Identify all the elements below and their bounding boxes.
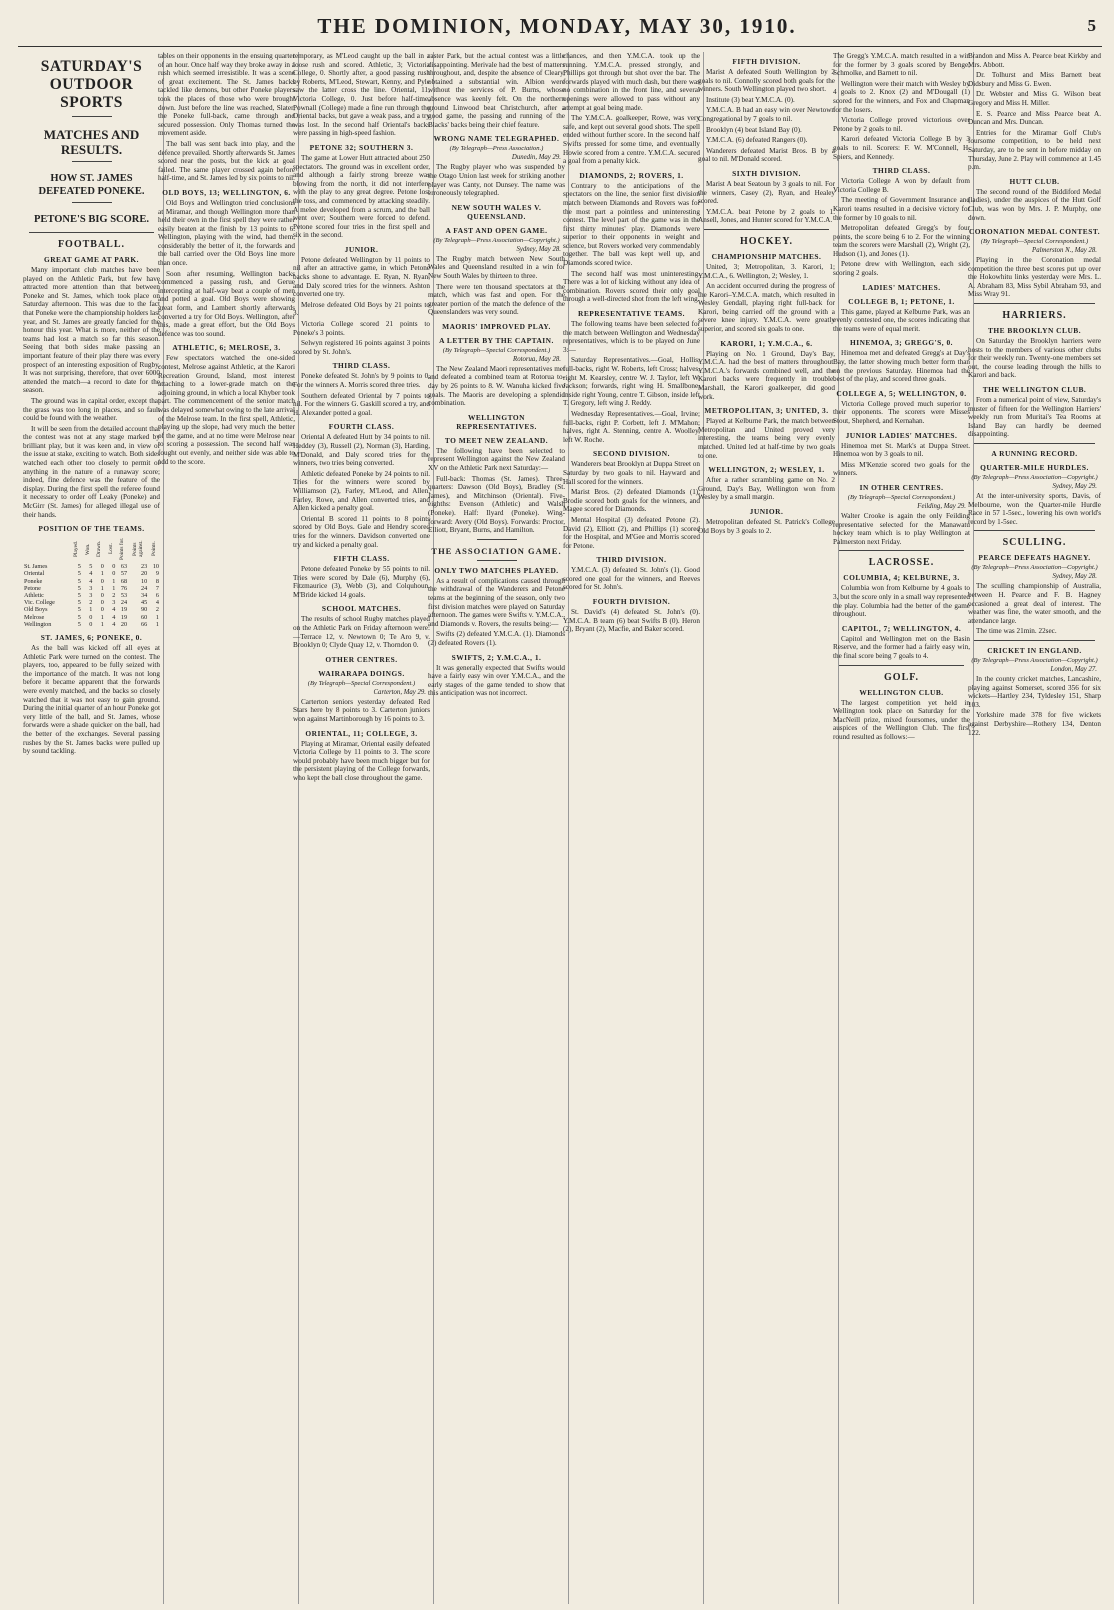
paragraph: Playing in the Coronation medal competition the three best scores put up over the Hokowhitu links yesterday were Mrs. L. A. Abraham 83, Miss Sybil Abraham 93, and Miss Wray 91. bbox=[968, 256, 1101, 299]
paragraph: Contrary to the anticipations of the spectators on the line, the senior first division match between Diamonds and Rovers was for the most part a pointless and uninteresting contest. The level part of the game was in the first thirty minutes' play. Diamonds were superior to their opponents in weight and science, but Rovers worked very commendably together. The ball was kept well up, and Diamonds scored twice. bbox=[563, 181, 700, 268]
team-name-cell: St. James bbox=[24, 563, 48, 571]
paragraph: The largest competition yet held in Wellington took place on Saturday for the MacNeill prize, mixed foursomes, under the auspices of the Wellington Club. The first round resulted as follows:— bbox=[833, 698, 970, 741]
paragraph: Petone defeated Poneke by 55 points to nil. Tries were scored by Dale (6), Murphy (6), Fitzmaurice (3), Webb (3), and Colquhoun. M'Bride kicked 14 goals. bbox=[293, 565, 430, 599]
paragraph: Played at Kelburne Park, the match between Metropolitan and United proved very interesting, the teams being very evenly matched. United led at half-time by two goals to one. bbox=[698, 417, 835, 460]
paragraph: Wellington were their match with Wesley by 4 goals to 2. Knox (2) and M'Dougall (1) scored for the winners, and Fox and Chapman for the losers. bbox=[833, 79, 970, 114]
table-cell: 1 bbox=[155, 613, 159, 621]
divider bbox=[704, 229, 829, 230]
banner-headline: SATURDAY'S OUTDOOR SPORTS bbox=[40, 58, 143, 111]
table-cell: 10 bbox=[141, 577, 148, 585]
team-name-cell: Vic. College bbox=[24, 599, 55, 607]
paragraph: temporary, as M'Leod caught up the ball in a loose rush and scored. Athletic, 3; Victoria College, 0. Shortly after, a good passing rush by Roberts, M'Leod, Stewart, Kenny, and Pyle saw the latter cross the line. Oriental, 11; Victoria College, 0. Just before half-time, Pownall (College) made a fine run through the Oriental backs, but gave a weak pass, and a try was lost. In the second half Oriental's backs were passing in high-speed fashion. bbox=[293, 52, 430, 138]
table-cell: 0 bbox=[112, 563, 116, 571]
paragraph: The ball was sent back into play, and the defence prevailed. Shortly afterwards St. James scored near the posts, but the kick at goal failed. The same player crossed again before half-time, and St. James led by six points to nil. bbox=[158, 139, 295, 183]
dateline: London, May 27. bbox=[1050, 665, 1097, 673]
column-2 bbox=[155, 52, 299, 1604]
table-cell: 19 bbox=[120, 606, 128, 614]
table-cell: 5 bbox=[77, 599, 81, 607]
table-row bbox=[23, 563, 160, 570]
masthead-title: THE DOMINION, MONDAY, MAY 30, 1910. bbox=[317, 14, 797, 38]
article-subheading: SCHOOL MATCHES. bbox=[321, 604, 402, 614]
table-cell: 53 bbox=[120, 592, 128, 600]
paragraph: The ground was in capital order, except that the grass was too long in places, and so fault could be found with the weather. bbox=[23, 396, 160, 423]
paragraph: Dr. Webster and Miss G. Wilson beat Gregory and Miss H. Miller. bbox=[968, 90, 1101, 107]
wire-credit: (By Telegraph—Press Association—Copyright.) bbox=[433, 236, 560, 244]
article-subheading: IN OTHER CENTRES. bbox=[859, 482, 944, 492]
paragraph: Hinemoa met St. Mark's at Duppa Street. Hinemoa won by 3 goals to nil. bbox=[833, 441, 970, 459]
divider bbox=[974, 303, 1095, 304]
article-subheading: THIRD CLASS. bbox=[872, 166, 931, 176]
paragraph: The Gregg's Y.M.C.A. match resulted in a win for the former by 3 goals scored by Benge, Schmolke, and Barnett to nil. bbox=[833, 52, 970, 78]
paragraph: Metropolitan defeated Gregg's by four points, the score being 6 to 2. For the winning team the scorers were Marshall (2), Wright (2), Hudson (1), and Jones (1). bbox=[833, 224, 970, 258]
table-cell: 68 bbox=[120, 577, 128, 585]
table-cell: 66 bbox=[141, 620, 148, 628]
paragraph: Soon after resuming, Wellington backs commenced a passing rush, and Gerue intercepting at half-way beat a couple of men and potted a goal. Old Boys were showing great form, and Lambert shortly afterwards converted a try for Old Boys. Wellington, after this, made a great effort, but the Old Boys defence was too sound. bbox=[158, 269, 295, 338]
article-subheading: REPRESENTATIVE TEAMS. bbox=[577, 309, 685, 319]
paragraph: Y.M.C.A. B had an easy win over Newtown Congregational by 7 goals to nil. bbox=[698, 106, 835, 123]
paragraph: E. S. Pearce and Miss Pearce beat A. Duncan and Mrs. Duncan. bbox=[968, 109, 1101, 127]
paragraph: Carterton seniors yesterday defeated Red Stars here by 8 points to 3. Carterton juniors won against Martinborough by 16 points to 3. bbox=[293, 697, 430, 724]
article-subheading: HINEMOA, 3; GREGG'S, 0. bbox=[849, 338, 954, 348]
table-row bbox=[23, 585, 160, 592]
paragraph: Yorkshire made 378 for five wickets against Derbyshire—Rothery 134, Denton 122. bbox=[968, 711, 1101, 737]
section-heading: HARRIERS. bbox=[1002, 310, 1067, 322]
article-subheading: ATHLETIC, 6; MELROSE, 3. bbox=[172, 343, 281, 353]
table-cell: 7 bbox=[155, 584, 159, 592]
paragraph: tables on their opponents in the ensuing quarter of an hour. Once half way they broke away in a rush which seemed irresistible. It was a scene of great excitement. The St. James backs tackled like demons, but other Poneke players took the places of those who were brought down. Just before the line was reached, Slater, the Poneke full-back, came through and secured possession. Only Thomas turned the movement aside. bbox=[158, 52, 295, 138]
table-cell: 3 bbox=[112, 599, 116, 607]
dateline: Palmerston N., May 28. bbox=[1032, 247, 1097, 255]
article-subheading: KARORI, 1; Y.M.C.A., 6. bbox=[720, 338, 813, 348]
dateline: Rotorua, May 28. bbox=[513, 355, 561, 363]
team-name-cell: Poneke bbox=[24, 577, 43, 585]
article-subheading: WELLINGTON REPRESENTATIVES. bbox=[456, 412, 537, 431]
paragraph: The following have been selected to represent Wellington against the New Zealand XV on the Athletic Park next Saturday:— bbox=[428, 446, 565, 473]
paragraph: Dr. Tolhurst and Miss Barnett beat Didsbury and Miss G. Ewen. bbox=[968, 71, 1101, 88]
table-cell: 5 bbox=[89, 563, 93, 571]
team-name-cell: Melrose bbox=[24, 613, 45, 621]
table-body bbox=[23, 563, 160, 628]
team-name-cell: Oriental bbox=[24, 570, 45, 578]
paragraph: The sculling championship of Australia, between H. Pearce and F. B. Hagney occasioned a great deal of interest. The weather was fine, the water smooth, and the attendance large. bbox=[968, 582, 1101, 625]
table-cell: 20 bbox=[141, 570, 148, 578]
table-row bbox=[23, 599, 160, 606]
article-subheading: DIAMONDS, 2; ROVERS, 1. bbox=[579, 170, 684, 180]
article-subheading: COLUMBIA, 4; KELBURNE, 3. bbox=[843, 573, 960, 583]
paragraph: Miss M'Kenzie scored two goals for the winners. bbox=[833, 460, 970, 478]
paragraph: Saturday Representatives.—Goal, Hollis; full-backs, right W. Roberts, left Cross; halves, right M. Kearsley, centre W. J. Taylor, left W. Jackson; forwards, right wing H. Smallbone, inside right Young, centre T. Gibson, inside left T. Gregory, left wing J. Reddy. bbox=[563, 356, 700, 408]
article-subheading: SIXTH DIVISION. bbox=[732, 168, 801, 178]
paragraph: The second half was most uninteresting. There was a lot of kicking without any idea of combination. Rovers scored their only goal through a well-directed shot from the left wing. bbox=[563, 269, 700, 304]
paragraph: It will be seen from the detailed account that the contest was not at any stage marked by brilliant play, but it was keen and, in view of the issue at stake, exciting to watch. Both sides watched each other too closely to permit of anything in the nature of a runaway score; indeed, fine defence was the feature of the display. During the first spell the referee found it necessary to order off Leaky (Poneke) and McGirr (St. James) for alleged illegal use of their hands. bbox=[23, 424, 160, 519]
table-cell: 2 bbox=[89, 599, 93, 607]
paragraph: United, 3; Metropolitan, 3. Karori, 1; Y.M.C.A., 6. Wellington, 2; Wesley, 1. bbox=[698, 262, 835, 280]
table-cell: 1 bbox=[100, 620, 104, 628]
table-cell: 4 bbox=[89, 570, 93, 578]
article-subheading: FIFTH DIVISION. bbox=[732, 57, 801, 66]
columns bbox=[20, 52, 1104, 1604]
table-cell: 0 bbox=[100, 592, 104, 600]
paragraph: Old Boys and Wellington tried conclusions at Miramar, and though Wellington more than held their own in the first spell they were rather easily beaten at the finish by 13 points to 6. Wellington, playing with the wind, had them, considerably the better of it, the forwards and the ball carried over the Old Boys line more than once. bbox=[158, 198, 295, 268]
table-cell: 5 bbox=[77, 592, 81, 600]
column-4 bbox=[425, 52, 569, 1604]
table-row bbox=[23, 606, 160, 613]
paragraph: Southern defeated Oriental by 7 points to nil. For the winners G. Gaskill scored a try, and H. Alexander potted a goal. bbox=[293, 391, 430, 417]
paragraph: As a result of complications caused through the withdrawal of the Wanderers and Petone teams at the beginning of the season, only two first division matches were played on Saturday afternoon. The games were Swifts v. Y.M.C.A., and Diamonds v. Rovers, the results being:— bbox=[428, 576, 565, 628]
article-subheading: WRONG NAME TELEGRAPHED. bbox=[433, 134, 560, 144]
table-cell: 1 bbox=[155, 620, 159, 628]
table-cell: 1 bbox=[100, 570, 104, 578]
paragraph: The New Zealand Maori representatives met and defeated a combined team at Rotorua to-day by 26 points to 8. W. Wanuha kicked five goals. The Maoris are developing a splendid combination. bbox=[428, 364, 565, 408]
paragraph: Mental Hospital (3) defeated Petone (2). David (2), Elliott (2), and Phillips (1) scored for the Hospital, and M'Gee and Morris scored for Petone. bbox=[563, 515, 700, 550]
section-heading: SCULLING. bbox=[1002, 537, 1067, 549]
table-cell: 0 bbox=[100, 577, 104, 585]
article-subheading: FIFTH CLASS. bbox=[333, 554, 390, 564]
table-cell: 2 bbox=[112, 592, 116, 600]
paragraph: Y.M.C.A. (3) defeated St. John's (1). Good scored one goal for the winners, and Reeves scored for St. John's. bbox=[563, 566, 700, 592]
column-header: Points. bbox=[151, 541, 158, 557]
table-cell: 4 bbox=[112, 613, 116, 621]
paragraph: An accident occurred during the progress of the Karori–Y.M.C.A. match, which resulted in Wesley Gendall, playing right full-back for Karori, being carried off the ground with a severe knee injury. Y.M.C.A. were greatly superior, and scored six goals to one. bbox=[698, 282, 835, 334]
paragraph: Karori defeated Victoria College B by 3 goals to nil. Scorers: F. W. M'Connell, H. Spiers, and Kennedy. bbox=[833, 135, 970, 161]
paragraph: Wanderers defeated Marist Bros. B by a goal to nil. M'Donald scored. bbox=[698, 146, 835, 164]
divider bbox=[974, 530, 1095, 531]
paragraph: From a numerical point of view, Saturday's muster of fifteen for the Wellington Harriers' weekly run from Muritai's Tea Rooms at Island Bay can hardly be deemed disappointing. bbox=[968, 396, 1101, 439]
paragraph: Walter Crooke is again the only Feilding representative selected for the Manawatu hockey team which is to play Wellington at Palmerston next Friday. bbox=[833, 511, 970, 546]
divider bbox=[477, 560, 517, 561]
dateline: Sydney, May 28. bbox=[1052, 573, 1097, 581]
table-cell: 5 bbox=[77, 606, 81, 614]
wire-credit: (By Telegraph—Special Correspondent.) bbox=[847, 493, 956, 501]
wire-credit: (By Telegraph—Press Association.) bbox=[449, 145, 544, 153]
subheadline: HOW ST. JAMES DEFEATED PONEKE. bbox=[38, 173, 145, 197]
section-heading: GOLF. bbox=[884, 671, 919, 683]
table-title: POSITION OF THE TEAMS. bbox=[38, 524, 145, 534]
article-subheading: PEARCE DEFEATS HAGNEY. bbox=[978, 553, 1091, 563]
paragraph: The time was 21min. 22sec. bbox=[976, 627, 1057, 636]
column-8 bbox=[965, 52, 1104, 1604]
paragraph: At the inter-university sports, Davis, of Melbourne, won the Quarter-mile Hurdle Race in 57 1-5sec., lowering his own world's record by 1-5sec. bbox=[968, 492, 1101, 526]
paragraph: On Saturday the Brooklyn harriers were hosts to the members of various other clubs for their weekly run. Twenty-one members set out, the course leading through the hills to Karori and back. bbox=[968, 337, 1101, 380]
table-cell: 0 bbox=[89, 613, 93, 621]
paragraph: Marist Bros. (2) defeated Diamonds (1). Brodie scored both goals for the winners, and Magee scored for Diamonds. bbox=[563, 488, 700, 514]
table-cell: 0 bbox=[89, 620, 93, 628]
paragraph: Wednesday Representatives.—Goal, Irvine; full-backs, right P. Corbett, left J. M'Mahon; halves, right A. Stenning, centre A. Woolley, left W. Roche. bbox=[563, 409, 700, 444]
article-subheading: SWIFTS, 2; Y.M.C.A., 1. bbox=[451, 652, 542, 662]
table-cell: 3 bbox=[89, 592, 93, 600]
wire-credit: (By Telegraph—Press Association—Copyright.) bbox=[971, 474, 1098, 481]
divider bbox=[72, 161, 112, 162]
article-subheading: A LETTER BY THE CAPTAIN. bbox=[439, 335, 554, 345]
column-5 bbox=[560, 52, 704, 1604]
paragraph: Poneke defeated St. John's by 9 points to 0. For the winners A. Morris scored three tries. bbox=[293, 372, 430, 389]
paragraph: There were ten thousand spectators at the match, which was fast and open. For the greater portion of the match the defence of the Queenslanders was very sound. bbox=[428, 282, 565, 317]
paragraph: The game at Lower Hutt attracted about 250 spectators. The ground was in excellent order, and although a fairly strong breeze was blowing from the north, it did not interfere with the play to any great degree. Petone lost the toss, and commenced by attacking steadily. A melee developed from a scrum, and the ball went over; Southern were forced to defend. Petone scored four tries in the first spell and six in the second. bbox=[293, 153, 430, 240]
table-cell: 4 bbox=[112, 606, 116, 614]
team-name-cell: Old Boys bbox=[24, 606, 48, 614]
article-subheading: THIRD DIVISION. bbox=[596, 555, 667, 565]
paragraph: The second round of the Biddiford Medal (ladies), under the auspices of the Hutt Golf Club, was won by Mrs. J. P. Murphy, one down. bbox=[968, 187, 1101, 222]
paragraph: Y.M.C.A. beat Petone by 2 goals to 1. Ansell, Jones, and Hunter scored for Y.M.C.A. bbox=[698, 207, 835, 225]
column-header: Points against. bbox=[132, 540, 145, 558]
paragraph: Oriental A defeated Hutt by 34 points to nil. Heddey (3), Russell (2), Norman (3), Harding, M'Donald, and Daly scored tries for the winners, two tries being converted. bbox=[293, 433, 430, 468]
column-header: Won. bbox=[84, 543, 91, 555]
divider bbox=[72, 116, 112, 117]
table-cell: 6 bbox=[155, 592, 159, 600]
table-cell: 0 bbox=[100, 563, 104, 571]
table-cell: 24 bbox=[120, 599, 128, 607]
table-cell: 19 bbox=[120, 613, 128, 621]
table-cell: 23 bbox=[141, 563, 148, 571]
paragraph: Swifts (2) defeated Y.M.C.A. (1). Diamonds (2) defeated Rovers (1). bbox=[428, 630, 565, 647]
masthead-rule bbox=[18, 46, 1102, 47]
table-header-row bbox=[23, 535, 160, 563]
paragraph: Victoria College A won by default from Victoria College B. bbox=[833, 177, 970, 194]
divider bbox=[72, 202, 112, 203]
paragraph: Hinemoa met and defeated Gregg's at Day's Bay, the latter showing much better form than on the previous Saturday. Hinemoa had the best of the play, and scored three goals. bbox=[833, 349, 970, 384]
standings-table bbox=[23, 535, 160, 628]
masthead bbox=[0, 0, 1114, 56]
paragraph: The Y.M.C.A. goalkeeper, Rowe, was very safe, and kept out several good shots. The spell ended without further score. In the second half Swifts pressed for some time, and eventually Howie scored from a centre. Y.M.C.A. secured a goal from a penalty kick. bbox=[563, 114, 700, 166]
paragraph: The Rugby match between New South Wales and Queensland resulted in a win for New South Wales by thirteen to three. bbox=[428, 254, 565, 280]
column-header: Lost. bbox=[107, 543, 114, 555]
paragraph: Brooklyn (4) beat Island Bay (0). bbox=[706, 125, 802, 134]
table-cell: 9 bbox=[155, 570, 159, 578]
paragraph: The Rugby player who was suspended by the Otago Union last week for striking another player was Canty, not Dunsey. The name was erroneously telegraphed. bbox=[428, 163, 565, 198]
team-name-cell: Wellington bbox=[24, 620, 52, 628]
column-header: Drawn. bbox=[96, 541, 103, 558]
table-cell: 0 bbox=[100, 599, 104, 607]
paragraph: Melrose defeated Old Boys by 21 points to 3. bbox=[293, 300, 430, 318]
paragraph: Few spectators watched the one-sided contest, Melrose against Athletic, at the Karori Recreation Ground, Island, most interest attaching to a lower-grade match on the adjoining ground, in which a local Khyber took part. The commencement of the senior match was delayed somewhat owing to the late arrival of the Melrose team. In the first spell, Athletic, playing up the slope, had very much the better of the game, and at no time were Melrose near to scoring a possession. The second half was fought out evenly, and neither side was able to add to the score. bbox=[158, 354, 295, 466]
dateline: Dunedin, May 29. bbox=[511, 154, 561, 162]
team-name-cell: Petone bbox=[24, 584, 41, 592]
column-header: Played. bbox=[73, 541, 80, 558]
article-subheading: A FAST AND OPEN GAME. bbox=[445, 225, 548, 235]
article-subheading: COLLEGE A, 5; WELLINGTON, 0. bbox=[836, 388, 967, 398]
article-subheading: SECOND DIVISION. bbox=[593, 449, 670, 459]
section-heading: THE ASSOCIATION GAME. bbox=[431, 545, 562, 556]
table-cell: 5 bbox=[77, 577, 81, 585]
table-cell: 5 bbox=[77, 584, 81, 592]
paragraph: Brandon and Miss A. Pearce beat Kirkby and Mrs. Abbott. bbox=[968, 52, 1101, 69]
paragraph: Entries for the Miramar Golf Club's foursome competition, to be held next Saturday, are to be sent in before midday on Thursday, June 2. Play will commence at 1.45 p.m. bbox=[968, 128, 1101, 172]
table-cell: 63 bbox=[120, 563, 128, 571]
section-heading: FOOTBALL. bbox=[57, 239, 126, 250]
subheadline: MATCHES AND RESULTS. bbox=[43, 127, 140, 157]
article-subheading: WELLINGTON, 2; WESLEY, 1. bbox=[708, 465, 825, 475]
paragraph: chances, and then Y.M.C.A. took up the running. Y.M.C.A. pressed strongly, and Phillips got through but shot over the bar. The forwards played with much dash, but there was no combination in the front line, and several openings were allowed to pass without any attempt at goal being made. bbox=[563, 52, 700, 112]
article-subheading: CORONATION MEDAL CONTEST. bbox=[968, 227, 1101, 237]
article-subheading: CAPITOL, 7; WELLINGTON, 4. bbox=[841, 623, 962, 633]
table-cell: 1 bbox=[89, 606, 93, 614]
paragraph: Institute (3) beat Y.M.C.A. (0). bbox=[706, 95, 795, 104]
table-cell: 5 bbox=[77, 620, 81, 628]
paragraph: In the county cricket matches, Lancashire, playing against Somerset, scored 356 for six wickets—Hartley 234, Tyldesley 151, Sharp 103. bbox=[968, 674, 1101, 709]
paragraph: Oriental B scored 11 points to 8 points scored by Old Boys. Gale and Hendry scored tries for the winners. Davidson converted one try and kicked a penalty goal. bbox=[293, 514, 430, 549]
article-subheading: THIRD CLASS. bbox=[332, 361, 391, 371]
table-cell: 34 bbox=[141, 592, 148, 600]
wire-credit: (By Telegraph—Press Association—Copyright.) bbox=[971, 656, 1098, 664]
article-subheading: OLD BOYS, 13; WELLINGTON, 6. bbox=[162, 187, 291, 197]
wire-credit: (By Telegraph—Special Correspondent.) bbox=[307, 679, 416, 687]
paragraph: Victoria College proved victorious over Petone by 2 goals to nil. bbox=[833, 116, 970, 133]
table-row bbox=[23, 570, 160, 577]
team-name-cell: Athletic bbox=[24, 592, 44, 600]
table-cell: 10 bbox=[152, 563, 159, 571]
paragraph: raster Park, but the actual contest was a little disappointing. Merivale had the best of matters throughout, and, despite the absence of Cleary, obtained a substantial win. Albion were without the services of P. Burns, whose absence was keenly felt. On the northern ground Linwood beat Christchurch, after a good game, the passing and running of the Blacks' backs being their chief feature. bbox=[428, 52, 565, 129]
paragraph: After a rather scrambling game on No. 2 Ground, Day's Bay, Wellington won from Wesley by a small margin. bbox=[698, 476, 835, 502]
paragraph: Full-back: Thomas (St. James). Three-quarters: Dawson (Old Boys), Bradley (St. James), and Mitchinson (Oriental). Five-eighths: Evenson (Athletic) and Walsh (Poneke). Half: Ilyard (Poneke). Wing-forward: Avery (Old Boys). Forwards: Proctor, Elliott, Bryant, Burns, and Hamilton. bbox=[428, 474, 565, 535]
paragraph: Victoria College scored 21 points to Poneke's 3 points. bbox=[293, 320, 430, 337]
article-subheading: HUTT CLUB. bbox=[1009, 176, 1060, 186]
article-subheading: CRICKET IN ENGLAND. bbox=[987, 645, 1082, 655]
table-cell: 5 bbox=[77, 570, 81, 578]
table-cell: 57 bbox=[120, 570, 128, 578]
column-6 bbox=[695, 52, 839, 1604]
divider bbox=[974, 443, 1095, 444]
dateline: Feilding, May 29. bbox=[917, 502, 966, 510]
table-cell: 4 bbox=[89, 577, 93, 585]
paragraph: The following teams have been selected for the match between Wellington and Wednesday representatives, which is to be played on June 3:— bbox=[563, 320, 700, 354]
paragraph: St. David's (4) defeated St. John's (0). Y.M.C.A. B team (6) beat Swifts B (0). Heron (2), Bryant (2), Macfie, and Baker scored. bbox=[563, 608, 700, 634]
article-subheading: WAIRARAPA DOINGS. bbox=[318, 668, 405, 678]
table-cell: 4 bbox=[155, 599, 159, 607]
table-row bbox=[23, 621, 160, 628]
article-subheading: QUARTER-MILE HURDLES. bbox=[980, 463, 1089, 472]
article-subheading: FOURTH DIVISION. bbox=[592, 597, 671, 607]
article-subheading: THE BROOKLYN CLUB. bbox=[987, 326, 1082, 336]
paragraph: Marist A beat Seatoun by 3 goals to nil. For the winners, Casey (2), Ryan, and Healey scored. bbox=[698, 179, 835, 206]
table-row bbox=[23, 592, 160, 599]
paragraph: Wanderers beat Brooklyn at Duppa Street on Saturday by two goals to nil. Hayward and Hall scored for the winners. bbox=[563, 460, 700, 486]
paragraph: Metropolitan defeated St. Patrick's College Old Boys by 3 goals to 2. bbox=[698, 517, 835, 535]
article-subheading: JUNIOR. bbox=[749, 506, 784, 516]
article-subheading: GREAT GAME AT PARK. bbox=[43, 255, 140, 264]
article-subheading: METROPOLITAN, 3; UNITED, 3. bbox=[704, 406, 829, 416]
column-3 bbox=[290, 52, 434, 1604]
table-cell: 1 bbox=[112, 577, 116, 585]
table-cell: 0 bbox=[112, 570, 116, 578]
table-cell: 1 bbox=[100, 584, 104, 592]
paragraph: Capitol and Wellington met on the Basin Reserve, and the former had a fairly easy win, the final score being 7 goals to 4. bbox=[833, 634, 970, 660]
table-cell: 1 bbox=[112, 584, 116, 592]
article-subheading: JUNIOR LADIES' MATCHES. bbox=[845, 430, 958, 440]
subheadline: PETONE'S BIG SCORE. bbox=[33, 214, 150, 225]
paragraph: As the ball was kicked off all eyes at Athletic Park were turned on the contest. The players, too, appeared to be fully seized with the importance of the match. It was not long before it became apparent that the forwards were evenly matched, and the backs so closely watched that it was not easy to gain ground. During the initial quarter of an hour Poneke got very little of the ball, and St. James, whose forwards were a shade quicker on the ball, had the better of the exchanges. Several passing rushes by the St. James backs were pulled up by sound tackling. bbox=[23, 644, 160, 756]
divider bbox=[29, 232, 154, 233]
paragraph: Victoria College proved much superior to their opponents. The scorers were Misses Stout, Shepherd, and Kernahan. bbox=[833, 399, 970, 425]
divider bbox=[839, 665, 964, 666]
table-cell: 1 bbox=[100, 613, 104, 621]
table-cell: 45 bbox=[141, 599, 148, 607]
article-subheading: THE WELLINGTON CLUB. bbox=[982, 385, 1087, 395]
article-subheading: CHAMPIONSHIP MATCHES. bbox=[711, 251, 822, 261]
paragraph: This game, played at Kelburne Park, was an evenly contested one, the scores indicating that the teams were of equal merit. bbox=[833, 307, 970, 333]
divider bbox=[839, 550, 964, 551]
article-subheading: NEW SOUTH WALES V. QUEENSLAND. bbox=[451, 202, 542, 221]
table-cell: 3 bbox=[89, 584, 93, 592]
table-cell: 20 bbox=[120, 620, 128, 628]
table-cell: 8 bbox=[155, 577, 159, 585]
table-row bbox=[23, 614, 160, 621]
table-cell: 76 bbox=[120, 584, 128, 592]
column-7 bbox=[830, 52, 974, 1604]
paragraph: The meeting of Government Insurance and Karori teams resulted in a decisive victory for the former by 10 goals to nil. bbox=[833, 196, 970, 222]
article-subheading: FOURTH CLASS. bbox=[328, 422, 395, 432]
paragraph: Playing on No. 1 Ground, Day's Bay, Y.M.C.A. had the best of matters throughout. Y.M.C.A.'s forwards combined well, and the Karori backs were frequently in trouble. Marshall, the Karori goalkeeper, did good work. bbox=[698, 349, 835, 401]
article-subheading: PETONE 32; SOUTHERN 3. bbox=[309, 142, 414, 152]
table-cell: 5 bbox=[77, 613, 81, 621]
paragraph: Many important club matches have been played on the Athletic Park, but few have attracted more attention than that between Poneke and St. James, which took place on Saturday afternoon. This was due to the fact that Poneke were the championship holders last year, and St. James are greatly fancied for the honour this year. What is more, neither of the teams had lost a match so far this season. Seeing that both sides make passing an important feature of their play there was every prospect of an interesting exposition of Rugby. It was not surprising, therefore, that over 6000 attended the match—a record to date for the season. bbox=[23, 266, 160, 395]
divider bbox=[477, 539, 517, 540]
table-cell: 24 bbox=[141, 584, 148, 592]
table-cell: 0 bbox=[100, 606, 104, 614]
wire-credit: (By Telegraph—Special Correspondent.) bbox=[980, 238, 1089, 246]
divider bbox=[974, 640, 1095, 641]
wire-credit: (By Telegraph—Special Correspondent.) bbox=[442, 346, 551, 354]
paragraph: Selwyn registered 16 points against 3 points scored by St. John's. bbox=[293, 339, 430, 356]
paragraph: Y.M.C.A. (6) defeated Rangers (0). bbox=[706, 136, 808, 145]
article-subheading: ONLY TWO MATCHES PLAYED. bbox=[434, 565, 559, 575]
paragraph: Columbia won from Kelburne by 4 goals to 3, but the score only in a small way represented the play. Columbia had the better of the game throughout. bbox=[833, 584, 970, 619]
table-cell: 90 bbox=[141, 606, 148, 614]
column-1 bbox=[20, 52, 164, 1604]
article-subheading: OTHER CENTRES. bbox=[325, 654, 398, 664]
table-cell: 4 bbox=[112, 620, 116, 628]
article-subheading: TO MEET NEW ZEALAND. bbox=[444, 435, 549, 445]
article-subheading: LADIES' MATCHES. bbox=[862, 282, 941, 292]
dateline: Carterton, May 29. bbox=[373, 688, 426, 696]
table-cell: 5 bbox=[77, 563, 81, 571]
paragraph: Athletic defeated Poneke by 24 points to nil. Tries for the winners were scored by Williamson (2), Farley, M'Leod, and Allen. Farley, Rowe, and Allen converted tries, and Allen kicked a penalty goal. bbox=[293, 469, 430, 513]
paragraph: Petone drew with Wellington, each side scoring 2 goals. bbox=[833, 260, 970, 278]
wire-credit: (By Telegraph—Press Association—Copyright.) bbox=[971, 564, 1098, 572]
article-subheading: WELLINGTON CLUB. bbox=[859, 687, 944, 697]
column-header: Points for. bbox=[119, 538, 126, 561]
article-subheading: ORIENTAL, 11; COLLEGE, 3. bbox=[305, 728, 418, 738]
article-subheading: A RUNNING RECORD. bbox=[991, 449, 1078, 458]
paragraph: It was generally expected that Swifts would have a fairly easy win over Y.M.C.A., and the early stages of the game tended to show that this anticipation was not incorrect. bbox=[428, 663, 565, 698]
table-cell: 2 bbox=[155, 606, 159, 614]
paragraph: Marist A defeated South Wellington by 2 goals to nil. Connolly scored both goals for the winners. South Wellington played two short. bbox=[698, 68, 835, 94]
paragraph: Petone defeated Wellington by 11 points to nil after an attractive game, in which Petone backs shone to advantage. E. Ryan, N. Ryan, and Daly scored tries for the winners. Ashton converted one try. bbox=[293, 255, 430, 299]
table-cell: 60 bbox=[141, 613, 148, 621]
page-number: 5 bbox=[1087, 16, 1096, 35]
article-subheading: COLLEGE B, 1; PETONE, 1. bbox=[848, 296, 955, 306]
article-subheading: MAORIS' IMPROVED PLAY. bbox=[442, 321, 551, 331]
paragraph: Playing at Miramar, Oriental easily defeated Victoria College by 11 points to 3. The score would probably have been much bigger but for the persistent playing of the College forwards, who kept the ball close throughout the game. bbox=[293, 739, 430, 782]
dateline: Sydney, May 29. bbox=[1052, 483, 1097, 490]
table-row bbox=[23, 578, 160, 585]
article-subheading: ST. JAMES, 6; PONEKE, 0. bbox=[40, 633, 143, 643]
section-heading: HOCKEY. bbox=[739, 235, 794, 247]
section-heading: LACROSSE. bbox=[868, 557, 935, 569]
paragraph: The results of school Rugby matches played on the Athletic Park on Friday afternoon were:—Terrace 12, v. Newtown 0; Te Aro 9, v. Brooklyn 0; Clyde Quay 12, v. Thorndon 0. bbox=[293, 615, 430, 650]
dateline: Sydney, May 28. bbox=[516, 245, 561, 253]
article-subheading: JUNIOR. bbox=[344, 244, 379, 254]
